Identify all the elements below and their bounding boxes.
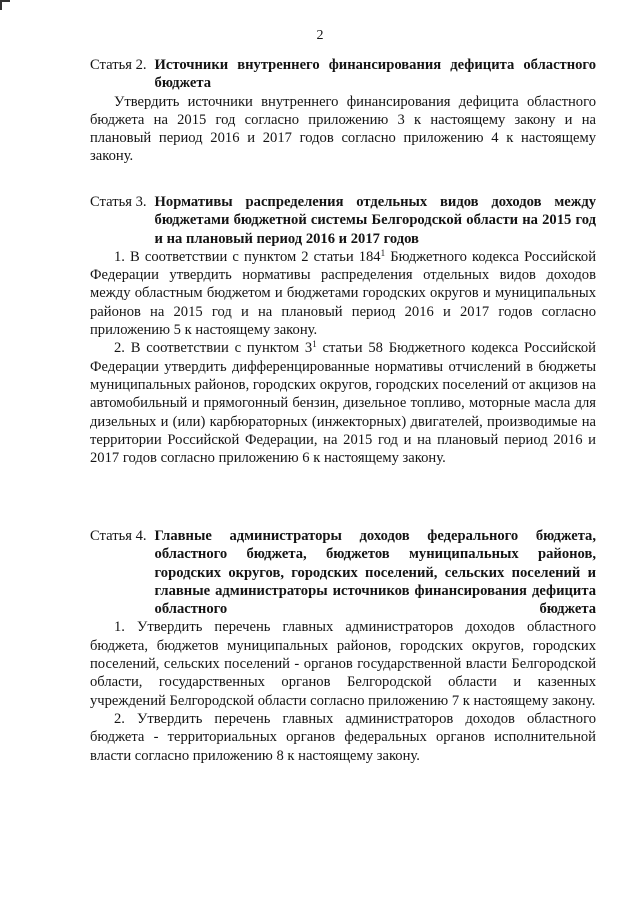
article-2 bbox=[90, 56, 596, 166]
article-3-paragraph-2 bbox=[90, 339, 596, 467]
article-4-paragraph-2: 2. Утвердить перечень главных администраторов доходов областного бюджета - территориальных органов федеральных органов исполнительной власти согласно приложению 8 к настоящему закону. bbox=[90, 710, 596, 764]
article-3-paragraph-1 bbox=[90, 248, 596, 339]
article-4-title: Главные администраторы доходов федерального бюджета, областного бюджета, бюджетов муниципальных районов, городских округов, городских поселений, сельских поселений и главные администраторы источников финансирования дефицита областного бюджета bbox=[154, 528, 596, 618]
article-4 bbox=[90, 527, 596, 765]
article-2-label: Статья 2. bbox=[90, 57, 147, 73]
article-3-title: Нормативы распределения отдельных видов доходов между бюджетами бюджетной системы Белгородской области на 2015 год и на плановый период 2016 и 2017 годов bbox=[154, 194, 596, 247]
article-2-header bbox=[90, 56, 596, 93]
article-3-header bbox=[90, 193, 596, 248]
article-3-label: Статья 3. bbox=[90, 194, 147, 210]
page-number: 2 bbox=[316, 28, 324, 43]
article-2-paragraph-1: Утвердить источники внутреннего финансирования дефицита областного бюджета на 2015 год согласно приложению 3 к настоящему закону и на плановый период 2016 и 2017 годов согласно приложению 4 к настоящему закону. bbox=[90, 93, 596, 165]
article-3-p1-text-end: Бюджетного кодекса Российской Федерации утвердить нормативы распределения отдельных видов доходов между областным бюджетом и бюджетами городских округов и муниципальных районов на 2015 год и на плановый период 2016 и 2017 годов согласно приложению 5 к настоящему закону. bbox=[90, 248, 596, 339]
article-3-p2-superscript: 1 bbox=[312, 339, 317, 350]
article-3 bbox=[90, 193, 596, 467]
article-4-label: Статья 4. bbox=[90, 528, 147, 544]
article-3-p2-text-start: 2. В соответствии с пунктом 3 bbox=[114, 340, 313, 357]
scan-corner-mark-vertical bbox=[0, 0, 2, 10]
article-3-p1-superscript: 1 bbox=[380, 247, 386, 258]
article-3-p2-text-end: статьи 58 Бюджетного кодекса Российской Федерации утвердить дифференцированные нормативы отчислений в бюджеты муниципальных районов, городских округов, городских поселений от акцизов на автомобильный и прямогонный бензин, дизельное топливо, моторные масла для дизельных и (или) карбюраторных (инжекторных) двигателей, производимые на территории Российской Федерации, на 2015 год и на плановый период 2016 и 2017 годов согласно приложению 6 к настоящему закону. bbox=[90, 340, 596, 467]
article-4-header bbox=[90, 527, 596, 618]
article-2-title: Источники внутреннего финансирования дефицита областного бюджета bbox=[154, 57, 596, 92]
article-4-paragraph-1: 1. Утвердить перечень главных администраторов доходов областного бюджета, бюджетов муниципальных районов, городских округов, городских поселений, сельских поселений - органов государственной власти Белгородской области, государственных органов Белгородской области и казенных учреждений Белгородской области согласно приложению 7 к настоящему закону. bbox=[90, 619, 596, 709]
article-3-p1-text-start: 1. В соответствии с пунктом 2 статьи 184 bbox=[114, 248, 381, 265]
